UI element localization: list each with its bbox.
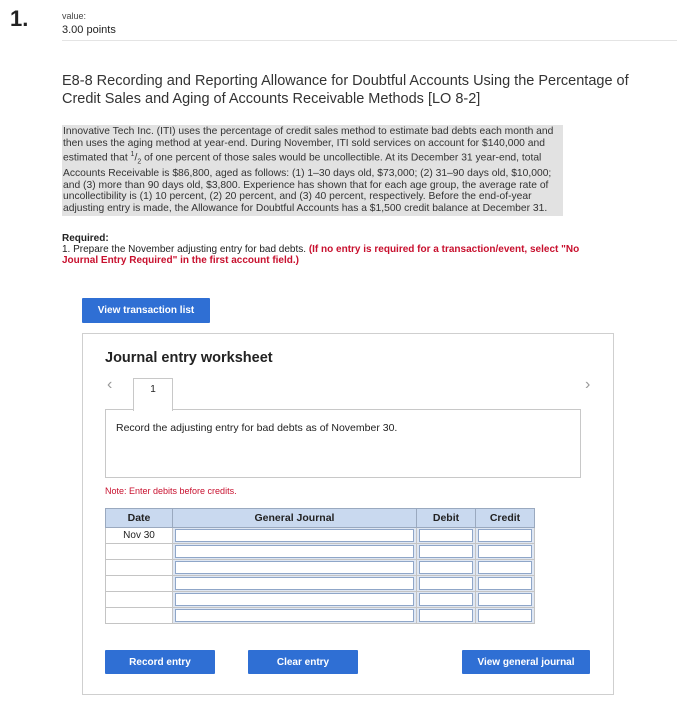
date-cell [106,592,173,608]
column-header-general-journal: General Journal [173,509,417,528]
debit-field[interactable] [417,608,476,624]
fraction-numerator: 1 [130,151,135,159]
required-item-number: 1. [62,244,71,255]
previous-entry-chevron-icon[interactable]: ‹ [107,376,113,393]
journal-table [105,508,535,624]
value-label: value: [62,11,87,21]
credit-field[interactable] [476,608,535,624]
fraction-denominator: 2 [137,158,142,166]
question-number: 1. [10,6,29,31]
debit-field[interactable] [417,528,476,544]
account-field[interactable] [173,528,417,544]
debits-before-credits-note: Note: Enter debits before credits. [105,486,237,496]
required-title: Required: [62,233,109,244]
problem-paragraph [62,125,563,216]
divider [62,40,677,41]
required-item [62,244,582,266]
credit-field[interactable] [476,592,535,608]
credit-field[interactable] [476,560,535,576]
record-entry-button[interactable]: Record entry [105,650,215,674]
date-cell [106,576,173,592]
paragraph-part2: of one percent of those sales would be uncollectible. At its December 31 year-end, total Accounts Receivable is $86,800, aged as follows: (1) 1–30 days old, $73,000; (2) 31–90 days old, $10,000; and (3) more than 90 days old, $3,800. Experience has shown that for each age group, the average rate of uncollectibility is (1) 10 percent, (2) 20 percent, and (3) 40 percent, respectively. Before the end-of-year adjusting entry is made, the Allowance for Doubtful Accounts has a $1,500 credit balance at December 31. [63,152,552,215]
account-field[interactable] [173,592,417,608]
view-general-journal-button[interactable]: View general journal [462,650,590,674]
table-row [106,560,535,576]
column-header-date: Date [106,509,173,528]
required-item-text: Prepare the November adjusting entry for bad debts. [73,244,307,255]
view-transaction-list-button[interactable]: View transaction list [82,298,210,323]
account-field[interactable] [173,608,417,624]
account-field[interactable] [173,560,417,576]
required-item-note: (If no entry is required for a transaction/event, select "No Journal Entry Required" in the first account field.) [62,244,580,266]
debit-field[interactable] [417,576,476,592]
debit-field[interactable] [417,560,476,576]
entry-tab-1[interactable]: 1 [133,378,173,411]
date-cell: Nov 30 [106,528,173,544]
paragraph-part1: Innovative Tech Inc. (ITI) uses the percentage of credit sales method to estimate bad debts each month and then uses the aging method at year-end. During November, ITI sold services on account for $140,000 and estimated that [63,126,554,164]
points-value: 3.00 points [62,24,116,36]
table-row [106,576,535,592]
credit-field[interactable] [476,544,535,560]
table-row [106,528,535,544]
column-header-credit: Credit [476,509,535,528]
account-field[interactable] [173,576,417,592]
debit-field[interactable] [417,544,476,560]
instruction-text: Record the adjusting entry for bad debts as of November 30. [116,422,398,434]
credit-field[interactable] [476,528,535,544]
instruction-box [105,409,581,478]
date-cell [106,560,173,576]
column-header-debit: Debit [417,509,476,528]
table-row [106,592,535,608]
exercise-heading: E8-8 Recording and Reporting Allowance for Doubtful Accounts Using the Percentage of Credit Sales and Aging of Accounts Receivable Methods [LO 8-2] [62,73,629,107]
worksheet-title: Journal entry worksheet [105,350,273,366]
table-row [106,544,535,560]
journal-entry-worksheet [82,333,614,695]
credit-field[interactable] [476,576,535,592]
debit-field[interactable] [417,592,476,608]
table-row [106,608,535,624]
date-cell [106,608,173,624]
date-cell [106,544,173,560]
fraction-slash: / [134,152,138,164]
next-entry-chevron-icon[interactable]: › [585,376,591,393]
account-field[interactable] [173,544,417,560]
clear-entry-button[interactable]: Clear entry [248,650,358,674]
